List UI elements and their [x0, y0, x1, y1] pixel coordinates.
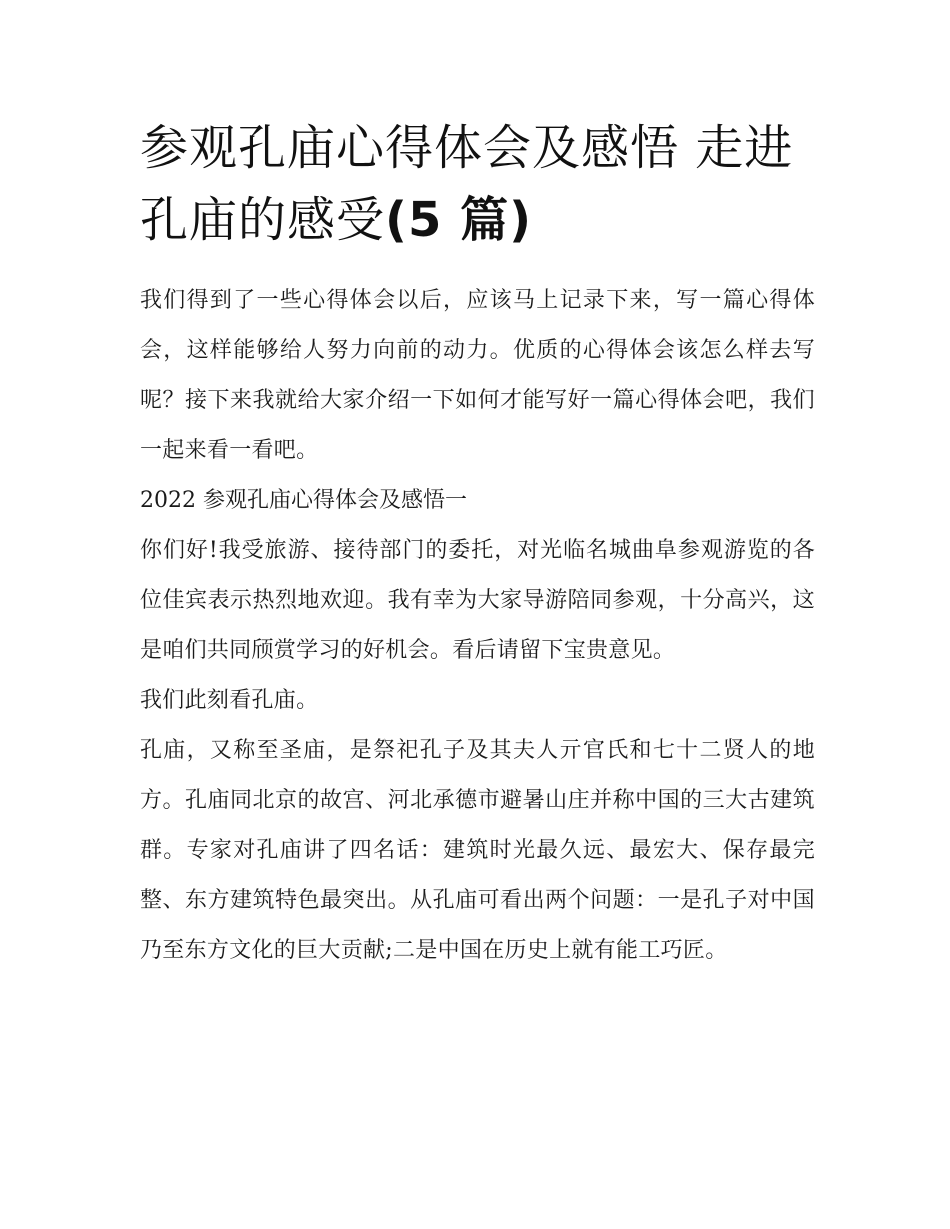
section-heading: 2022 参观孔庙心得体会及感悟一: [140, 488, 467, 513]
body-paragraph-1: 你们好!我受旅游、接待部门的委托，对光临名城曲阜参观游览的各位佳宾表示热烈地欢迎。我有幸为大家导游陪同参观，十分高兴，这是咱们共同颀赏学习的好机会。看后请留下宝贵意见。: [140, 538, 815, 663]
body-paragraph-2: 我们此刻看孔庙。: [140, 688, 319, 713]
intro-paragraph: 我们得到了一些心得体会以后，应该马上记录下来，写一篇心得体会，这样能够给人努力向前的动力。优质的心得体会该怎么样去写呢？接下来我就给大家介绍一下如何才能写好一篇心得体会吧，我们一起来看一看吧。: [140, 288, 815, 463]
title-main: 参观孔庙心得体会及感悟 走进孔庙的感受: [140, 120, 794, 248]
body-paragraph-3: 孔庙，又称至圣庙，是祭祀孔子及其夫人亓官氏和七十二贤人的地方。孔庙同北京的故宫、河北承德市避暑山庄并称中国的三大古建筑群。专家对孔庙讲了四名话：建筑时光最久远、最宏大、保存最完整、东方建筑特色最突出。从孔庙可看出两个问题：一是孔子对中国乃至东方文化的巨大贡献;二是中国在历史上就有能工巧匠。: [140, 738, 815, 963]
document-body: [140, 276, 815, 976]
document-page: [140, 112, 815, 976]
title-suffix: (5 篇): [385, 192, 533, 248]
document-title: [140, 112, 815, 256]
